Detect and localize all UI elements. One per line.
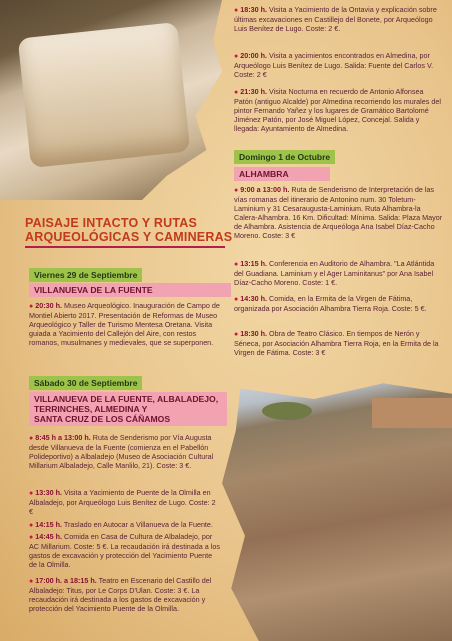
event-item: ● 9:00 a 13:00 h. Ruta de Senderismo de Interpretación de las vías romanas del itinerario de Antonino num. 30 Toletum- Laminium y 31 Cesaraugusta-Laminium. Ruta Alhambra-la Calera-Alhambra. 16 Km. Dificultad: Mínima. Salida: Plaza Mayor de Alhambra. Asistencia de Arqueóloga Ana Isabel Díaz-Cacho Moreno. Coste: 3 € [234,185,443,240]
event-item: ● 14:45 h. Comida en Casa de Cultura de Albaladejo, por AC Millarium. Coste: 5 €. La recaudación irá destinada a los gastos de excavación y protección del Yacimiento Puente de la Olmilla. [29,532,220,569]
event-item: ● 13:30 h. Visita a Yacimiento de Puente de la Olmilla en Albaladejo, por Arqueólogo Luis Benítez de Lugo. Coste: 2 € [29,488,216,516]
event-item: ● 13:15 h. Conferencia en Auditorio de Alhambra. "La Atlántida del Guadiana. Laminium y el Ager Laminitanus" por Ana Isabel Díaz-Cacho Moreno. Coste: 1 €. [234,259,435,287]
date-label-viernes: Viernes 29 de Septiembre [29,268,142,282]
title-line-1: PAISAJE INTACTO Y RUTAS [25,216,197,230]
event-item: ● 17:00 h. a 18:15 h. Teatro en Escenario del Castillo del Albaladejo: Titus, por Le Corps D'Ulan. Coste: 3 €. La recaudación irá destinada a los gastos de excavación y protección del Yacimiento Puente de la Olmilla. [29,576,212,613]
title-line-2: ARQUEOLÓGICAS Y CAMINERAS [25,230,233,244]
place-label-sabado: VILLANUEVA DE LA FUENTE, ALBALADEJO, TERRINCHES, ALMEDINA Y SANTA CRUZ DE LOS CÁÑAMOS [29,392,227,426]
event-item: ● 14:15 h. Traslado en Autocar a Villanueva de la Fuente. [29,520,213,529]
event-item: ● 20:30 h. Museo Arqueológico. Inauguración de Campo de Montiel Abierto 2017. Presentación de Reformas de Museo Arqueológico y Taller de Turismo Mentesa Oretana. Visita guiada a Yacimiento del Callejón del Aire, con restos romanos, musulmanes y medievales, que se superponen. [29,301,220,347]
place-label-alhambra: ALHAMBRA [234,167,330,181]
date-label-domingo: Domingo 1 de Octubre [234,150,335,164]
date-label-sabado: Sábado 30 de Septiembre [29,376,142,390]
stone-sarcophagus-photo [0,0,222,200]
event-item: ● 20:00 h. Visita a yacimientos encontrados en Almedina, por Arqueólogo Luis Benítez de Lugo. Salida: Fuente del Carlos V. Coste: 2 € [234,51,434,79]
event-item: ● 21:30 h. Visita Nocturna en recuerdo de Antonio Alfonsea Patón (antiguo Alcalde) por Almedina recorriendo los murales del pintor Fernando Yañez y los lugares de Gramático Bartolomé Jiménez Patón, por José Miguel López, Concejal. Salida y llegada: Ayuntamiento de Almedina. [234,87,441,133]
event-item: ● 14:30 h. Comida, en la Ermita de la Virgen de Fátima, organizada por Asociación Alhambra Tierra Roja. Coste: 5 €. [234,294,427,313]
place-label-villanueva: VILLANUEVA DE LA FUENTE [29,283,231,297]
poster-title [25,216,233,248]
event-item: ● 18:30 h. Visita a Yacimiento de la Ontavia y explicación sobre últimas excavaciones en Castillejo del Bonete, por Arqueólogo Luis Benítez de Lugo. Coste: 2 €. [234,5,437,33]
event-item: ● 18:30 h. Obra de Teatro Clásico. En tiempos de Nerón y Séneca, por Asociación Alhambra Tierra Roja, en la Ermita de la Virgen de Fátima. Coste: 3 € [234,329,439,357]
event-item: ● 8:45 h a 13:00 h. Ruta de Senderismo por Vía Augusta desde Villanueva de la Fuente (comienza en el Pabellón Polideportivo) a Albaladejo (Museo de Asociación Cultural Millarium Albaladejo, Calle Manlilo, 21). Coste: 3 €. [29,433,214,470]
archaeological-site-photo [222,378,452,641]
